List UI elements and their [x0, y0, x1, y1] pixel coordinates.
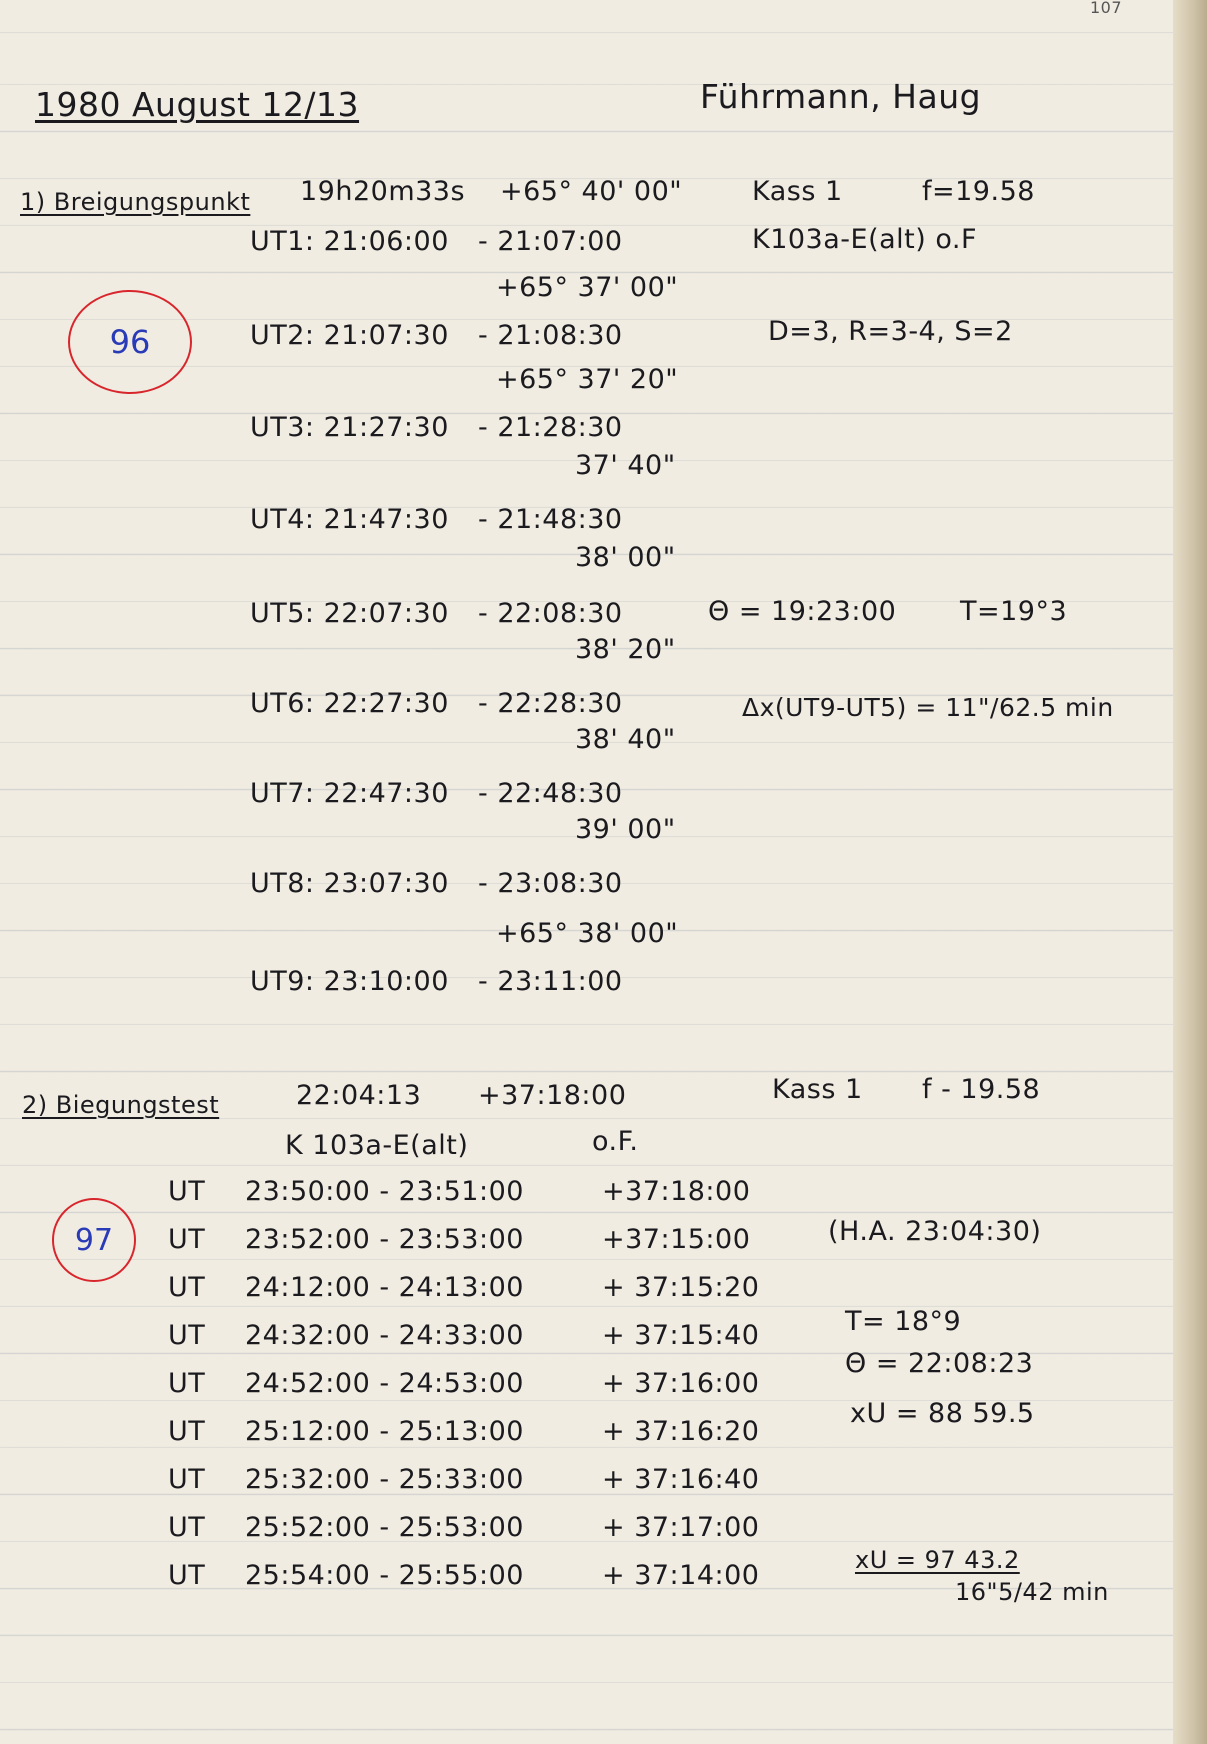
exposure-ut: UT1: 21:06:00 [250, 226, 449, 257]
exposure-dec: 39' 00" [575, 814, 676, 845]
exposure-range: - 22:08:30 [478, 598, 623, 629]
section2-f: f - 19.58 [922, 1074, 1041, 1105]
page-edge [1173, 0, 1207, 1744]
exposure-dec: 37' 40" [575, 450, 676, 481]
section2-xu1: xU = 88 59.5 [850, 1398, 1035, 1429]
exposure-ut-label: UT [168, 1512, 206, 1543]
header-date: 1980 August 12/13 [35, 85, 360, 124]
exposure-range: 25:12:00 - 25:13:00 [245, 1416, 524, 1447]
section1-ra: 19h20m33s [300, 176, 466, 207]
exposure-dec: + 37:16:40 [602, 1464, 760, 1495]
section2-xu2: xU = 97 43.2 [855, 1546, 1020, 1574]
section1-delta-x: Δx(UT9-UT5) = 11"/62.5 min [742, 693, 1114, 722]
exposure-dec: + 37:17:00 [602, 1512, 760, 1543]
exposure-dec: + 37:16:00 [602, 1368, 760, 1399]
exposure-dec: 38' 40" [575, 724, 676, 755]
exposure-dec: 38' 20" [575, 634, 676, 665]
section1-dec: +65° 40' 00" [500, 176, 683, 207]
exposure-dec: 38' 00" [575, 542, 676, 573]
exposure-range: 25:54:00 - 25:55:00 [245, 1560, 524, 1591]
exposure-range: - 21:08:30 [478, 320, 623, 351]
exposure-ut: UT6: 22:27:30 [250, 688, 449, 719]
exposure-dec: +65° 37' 20" [496, 364, 679, 395]
exposure-range: 23:52:00 - 23:53:00 [245, 1224, 524, 1255]
section2-dec: +37:18:00 [478, 1080, 627, 1111]
exposure-range: - 22:28:30 [478, 688, 623, 719]
exposure-ut: UT5: 22:07:30 [250, 598, 449, 629]
exposure-ut: UT2: 21:07:30 [250, 320, 449, 351]
exposure-range: - 21:28:30 [478, 412, 623, 443]
section2-plate: K 103a-E(alt) [285, 1130, 469, 1161]
exposure-dec: + 37:15:20 [602, 1272, 760, 1303]
section2-label: 2) Biegungstest [22, 1091, 220, 1119]
section2-filter: o.F. [592, 1126, 639, 1157]
exposure-dec: +37:15:00 [602, 1224, 751, 1255]
exposure-range: 24:32:00 - 24:33:00 [245, 1320, 524, 1351]
exposure-range: 24:12:00 - 24:13:00 [245, 1272, 524, 1303]
section1-label: 1) Breigungspunkt [20, 188, 251, 216]
exposure-dec: +65° 37' 00" [496, 272, 679, 303]
section2-rate: 16"5/42 min [955, 1578, 1109, 1606]
exposure-ut: UT4: 21:47:30 [250, 504, 449, 535]
plate-number-badge-96 [68, 290, 192, 394]
section2-hour-angle: (H.A. 23:04:30) [828, 1216, 1042, 1247]
plate-number-97: 97 [74, 1222, 114, 1258]
section2-theta: Θ = 22:08:23 [845, 1348, 1034, 1379]
exposure-dec: +37:18:00 [602, 1176, 751, 1207]
exposure-range: 25:52:00 - 25:53:00 [245, 1512, 524, 1543]
page-number: 107 [1090, 0, 1123, 17]
exposure-range: - 22:48:30 [478, 778, 623, 809]
section1-kassette: Kass 1 [752, 176, 843, 207]
section2-temp: T= 18°9 [845, 1306, 962, 1337]
section1-plate: K103a-E(alt) o.F [752, 224, 978, 255]
exposure-ut-label: UT [168, 1176, 206, 1207]
exposure-ut-label: UT [168, 1464, 206, 1495]
exposure-ut-label: UT [168, 1416, 206, 1447]
plate-number-96: 96 [109, 323, 151, 361]
section1-f: f=19.58 [922, 176, 1035, 207]
exposure-ut-label: UT [168, 1368, 206, 1399]
section1-conditions: D=3, R=3-4, S=2 [768, 316, 1013, 347]
exposure-ut-label: UT [168, 1560, 206, 1591]
plate-number-badge-97 [52, 1198, 136, 1282]
section2-ra: 22:04:13 [296, 1080, 422, 1111]
exposure-range: - 23:08:30 [478, 868, 623, 899]
exposure-dec: +65° 38' 00" [496, 918, 679, 949]
exposure-ut-label: UT [168, 1272, 206, 1303]
exposure-dec: + 37:14:00 [602, 1560, 760, 1591]
exposure-range: 24:52:00 - 24:53:00 [245, 1368, 524, 1399]
exposure-ut: UT7: 22:47:30 [250, 778, 449, 809]
exposure-ut: UT9: 23:10:00 [250, 966, 449, 997]
exposure-range: - 23:11:00 [478, 966, 623, 997]
exposure-range: 23:50:00 - 23:51:00 [245, 1176, 524, 1207]
header-observers: Führmann, Haug [700, 77, 982, 116]
exposure-ut: UT8: 23:07:30 [250, 868, 449, 899]
exposure-dec: + 37:16:20 [602, 1416, 760, 1447]
section2-kassette: Kass 1 [772, 1074, 863, 1105]
exposure-ut: UT3: 21:27:30 [250, 412, 449, 443]
section1-theta: Θ = 19:23:00 [708, 596, 897, 627]
exposure-ut-label: UT [168, 1320, 206, 1351]
exposure-ut-label: UT [168, 1224, 206, 1255]
exposure-range: 25:32:00 - 25:33:00 [245, 1464, 524, 1495]
exposure-dec: + 37:15:40 [602, 1320, 760, 1351]
exposure-range: - 21:07:00 [478, 226, 623, 257]
exposure-range: - 21:48:30 [478, 504, 623, 535]
section1-temp: T=19°3 [960, 596, 1068, 627]
